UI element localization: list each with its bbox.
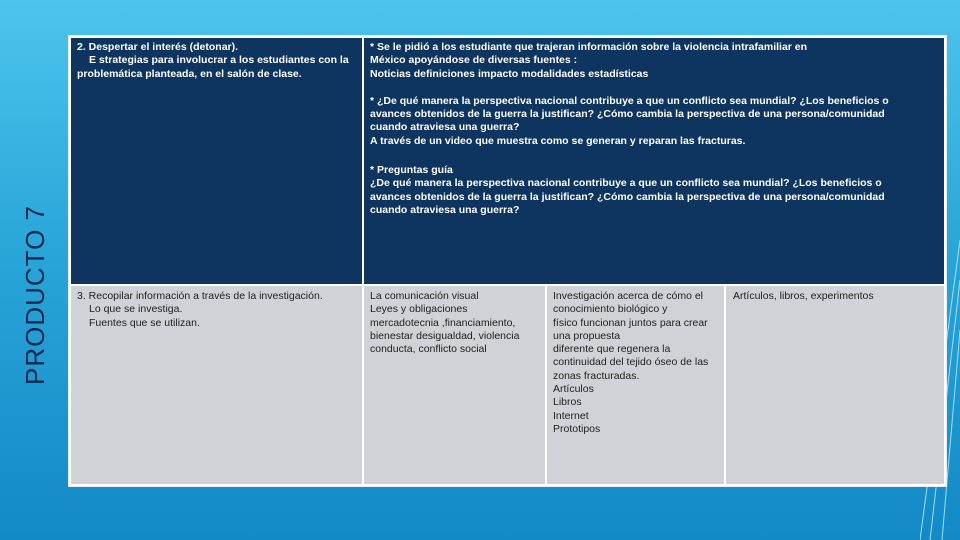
step3-line2: Lo que se investiga. (89, 303, 183, 316)
research-line7: zonas fracturadas. (553, 369, 640, 382)
slide-title-text: PRODUCTO 7 (20, 205, 50, 385)
step2-heading: 2. Despertar el interés (detonar). (77, 41, 239, 53)
cell-research (547, 286, 724, 484)
cell-sources (726, 286, 944, 484)
research-line10: Internet (553, 409, 589, 422)
para3-line1: * Preguntas guía (370, 164, 453, 177)
step3-heading: 3. Recopilar información a través de la investigación. (77, 290, 323, 302)
research-line9: Libros (553, 396, 582, 409)
cell-step3-title (71, 286, 362, 484)
sources-line1: Artículos, libros, experimentos (733, 290, 874, 302)
para2-line3: cuando atraviesa una guerra? (370, 121, 520, 134)
para3-line2: ¿De qué manera la perspectiva nacional contribuye a que un conflicto sea mundial? ¿Los beneficios o (370, 177, 882, 190)
para2-line1: * ¿De qué manera la perspectiva nacional contribuye a que un conflicto sea mundial? ¿Los beneficios o (370, 94, 889, 107)
content-table (68, 35, 947, 487)
topic-line5: conducta, conflicto social (370, 343, 487, 356)
para1-line1: * Se le pidió a los estudiante que trajeran información sobre la violencia intrafamiliar en (370, 41, 808, 53)
para1-line2: México apoyándose de diversas fuentes : (370, 54, 578, 67)
topic-line4: bienestar desigualdad, violencia (370, 329, 520, 342)
research-line6: continuidad del tejido óseo de las (553, 356, 709, 369)
research-line2: conocimiento biológico y (553, 303, 668, 316)
para3-line4: cuando atraviesa una guerra? (370, 203, 520, 216)
cell-step2-title (71, 38, 362, 284)
para3-line3: avances obtenidos de la guerra la justifican? ¿Cómo cambia la perspectiva de una persona/comunidad (370, 190, 885, 203)
step3-line3: Fuentes que se utilizan. (89, 316, 200, 329)
research-line1: Investigación acerca de cómo el (553, 290, 703, 302)
para2-line2: avances obtenidos de la guerra la justifican? ¿Cómo cambia la perspectiva de una persona/comunidad (370, 108, 885, 121)
para1-line3: Noticias definiciones impacto modalidades estadísticas (370, 67, 649, 80)
cell-step2-content (364, 38, 944, 284)
research-line8: Artículos (553, 383, 594, 396)
topic-line1: La comunicación visual (370, 290, 479, 302)
research-line11: Prototipos (553, 422, 601, 435)
topic-line3: mercadotecnia ,financiamiento, (370, 316, 516, 329)
topic-line2: Leyes y obligaciones (370, 303, 468, 316)
research-line4: una propuesta (553, 329, 621, 342)
step2-description: E strategias para involucrar a los estudiantes con la problemática planteada, en el salón de clase. (77, 54, 349, 80)
para2-line4: A través de un video que muestra como se generan y reparan las fracturas. (370, 134, 746, 147)
research-line3: físico funcionan juntos para crear (553, 316, 708, 329)
cell-topics (364, 286, 545, 484)
research-line5: diferente que regenera la (553, 343, 671, 356)
